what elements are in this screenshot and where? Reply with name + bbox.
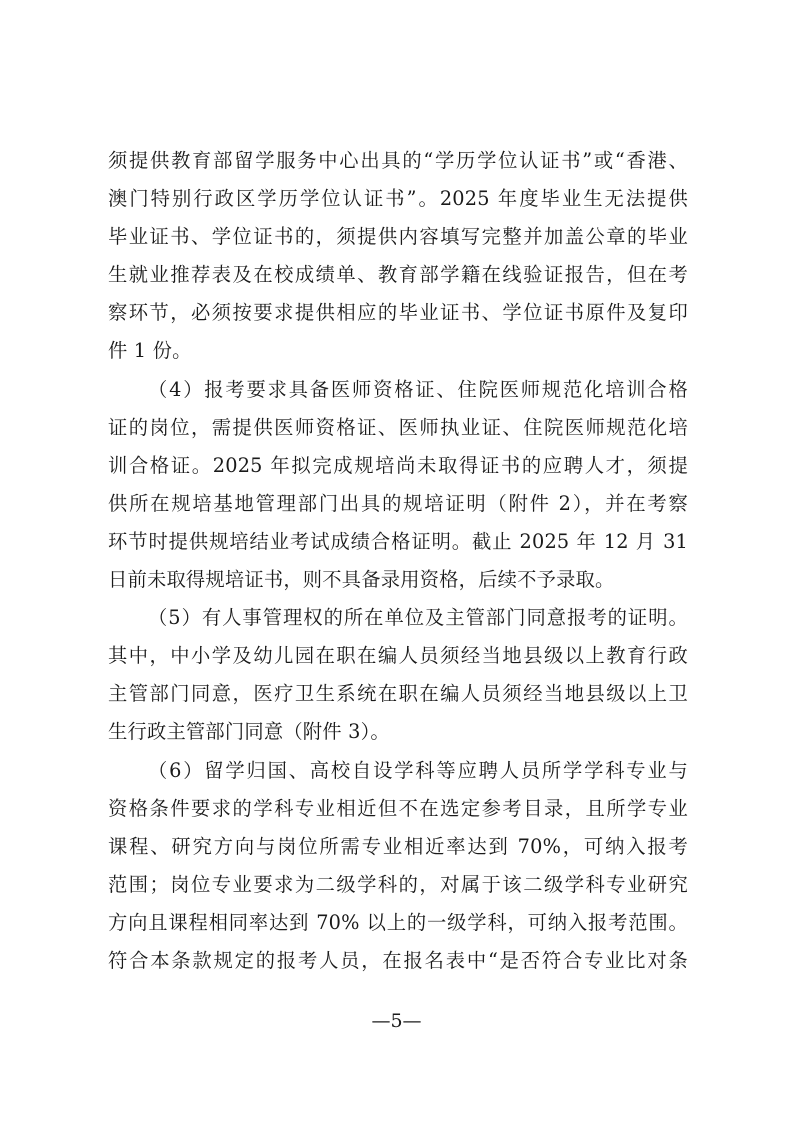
- paragraph-2-line-5: 环节时提供规培结业考试成绩合格证明。截止 2025 年 12 月 31: [108, 529, 688, 553]
- paragraph-2-line-2: 证的岗位，需提供医师资格证、医师执业证、住院医师规范化培: [108, 415, 688, 439]
- paragraph-4-line-6: 符合本条款规定的报考人员，在报名表中“是否符合专业比对条: [108, 948, 688, 972]
- paragraph-4-line-4: 范围；岗位专业要求为二级学科的，对属于该二级学科专业研究: [108, 872, 688, 896]
- paragraph-1-line-3: 毕业证书、学位证书的，须提供内容填写完整并加盖公章的毕业: [108, 225, 688, 249]
- paragraph-4-line-5: 方向且课程相同率达到 70% 以上的一级学科，可纳入报考范围。: [108, 910, 688, 934]
- paragraph-2-line-4: 供所在规培基地管理部门出具的规培证明（附件 2），并在考察: [108, 491, 688, 515]
- paragraph-3-line-3: 主管部门同意，医疗卫生系统在职在编人员须经当地县级以上卫: [108, 682, 688, 706]
- paragraph-1-line-1: 须提供教育部留学服务中心出具的“学历学位认证书”或“香港、: [108, 149, 688, 172]
- paragraph-4-line-1: （6）留学归国、高校自设学科等应聘人员所学学科专业与: [148, 758, 688, 782]
- paragraph-1-line-6: 件 1 份。: [108, 339, 192, 363]
- document-body: [108, 142, 688, 980]
- paragraph-2-line-1: （4）报考要求具备医师资格证、住院医师规范化培训合格: [148, 377, 688, 401]
- page-number: —5—: [371, 1010, 422, 1032]
- paragraph-1-line-4: 生就业推荐表及在校成绩单、教育部学籍在线验证报告，但在考: [108, 263, 688, 287]
- paragraph-3-line-2: 其中，中小学及幼儿园在职在编人员须经当地县级以上教育行政: [108, 644, 688, 668]
- paragraph-4-line-3: 课程、研究方向与岗位所需专业相近率达到 70%，可纳入报考: [108, 834, 688, 858]
- paragraph-1-line-5: 察环节，必须按要求提供相应的毕业证书、学位证书原件及复印: [108, 301, 688, 325]
- paragraph-2-line-6: 日前未取得规培证书，则不具备录用资格，后续不予录取。: [108, 568, 615, 592]
- paragraph-3-line-4: 生行政主管部门同意（附件 3）。: [108, 720, 390, 744]
- paragraph-1-line-2: 澳门特别行政区学历学位认证书”。2025 年度毕业生无法提供: [108, 187, 688, 211]
- paragraph-2-line-3: 训合格证。2025 年拟完成规培尚未取得证书的应聘人才，须提: [108, 453, 688, 477]
- paragraph-4-line-2: 资格条件要求的学科专业相近但不在选定参考目录，且所学专业: [108, 796, 688, 820]
- paragraph-3-line-1: （5）有人事管理权的所在单位及主管部门同意报考的证明。: [148, 606, 688, 630]
